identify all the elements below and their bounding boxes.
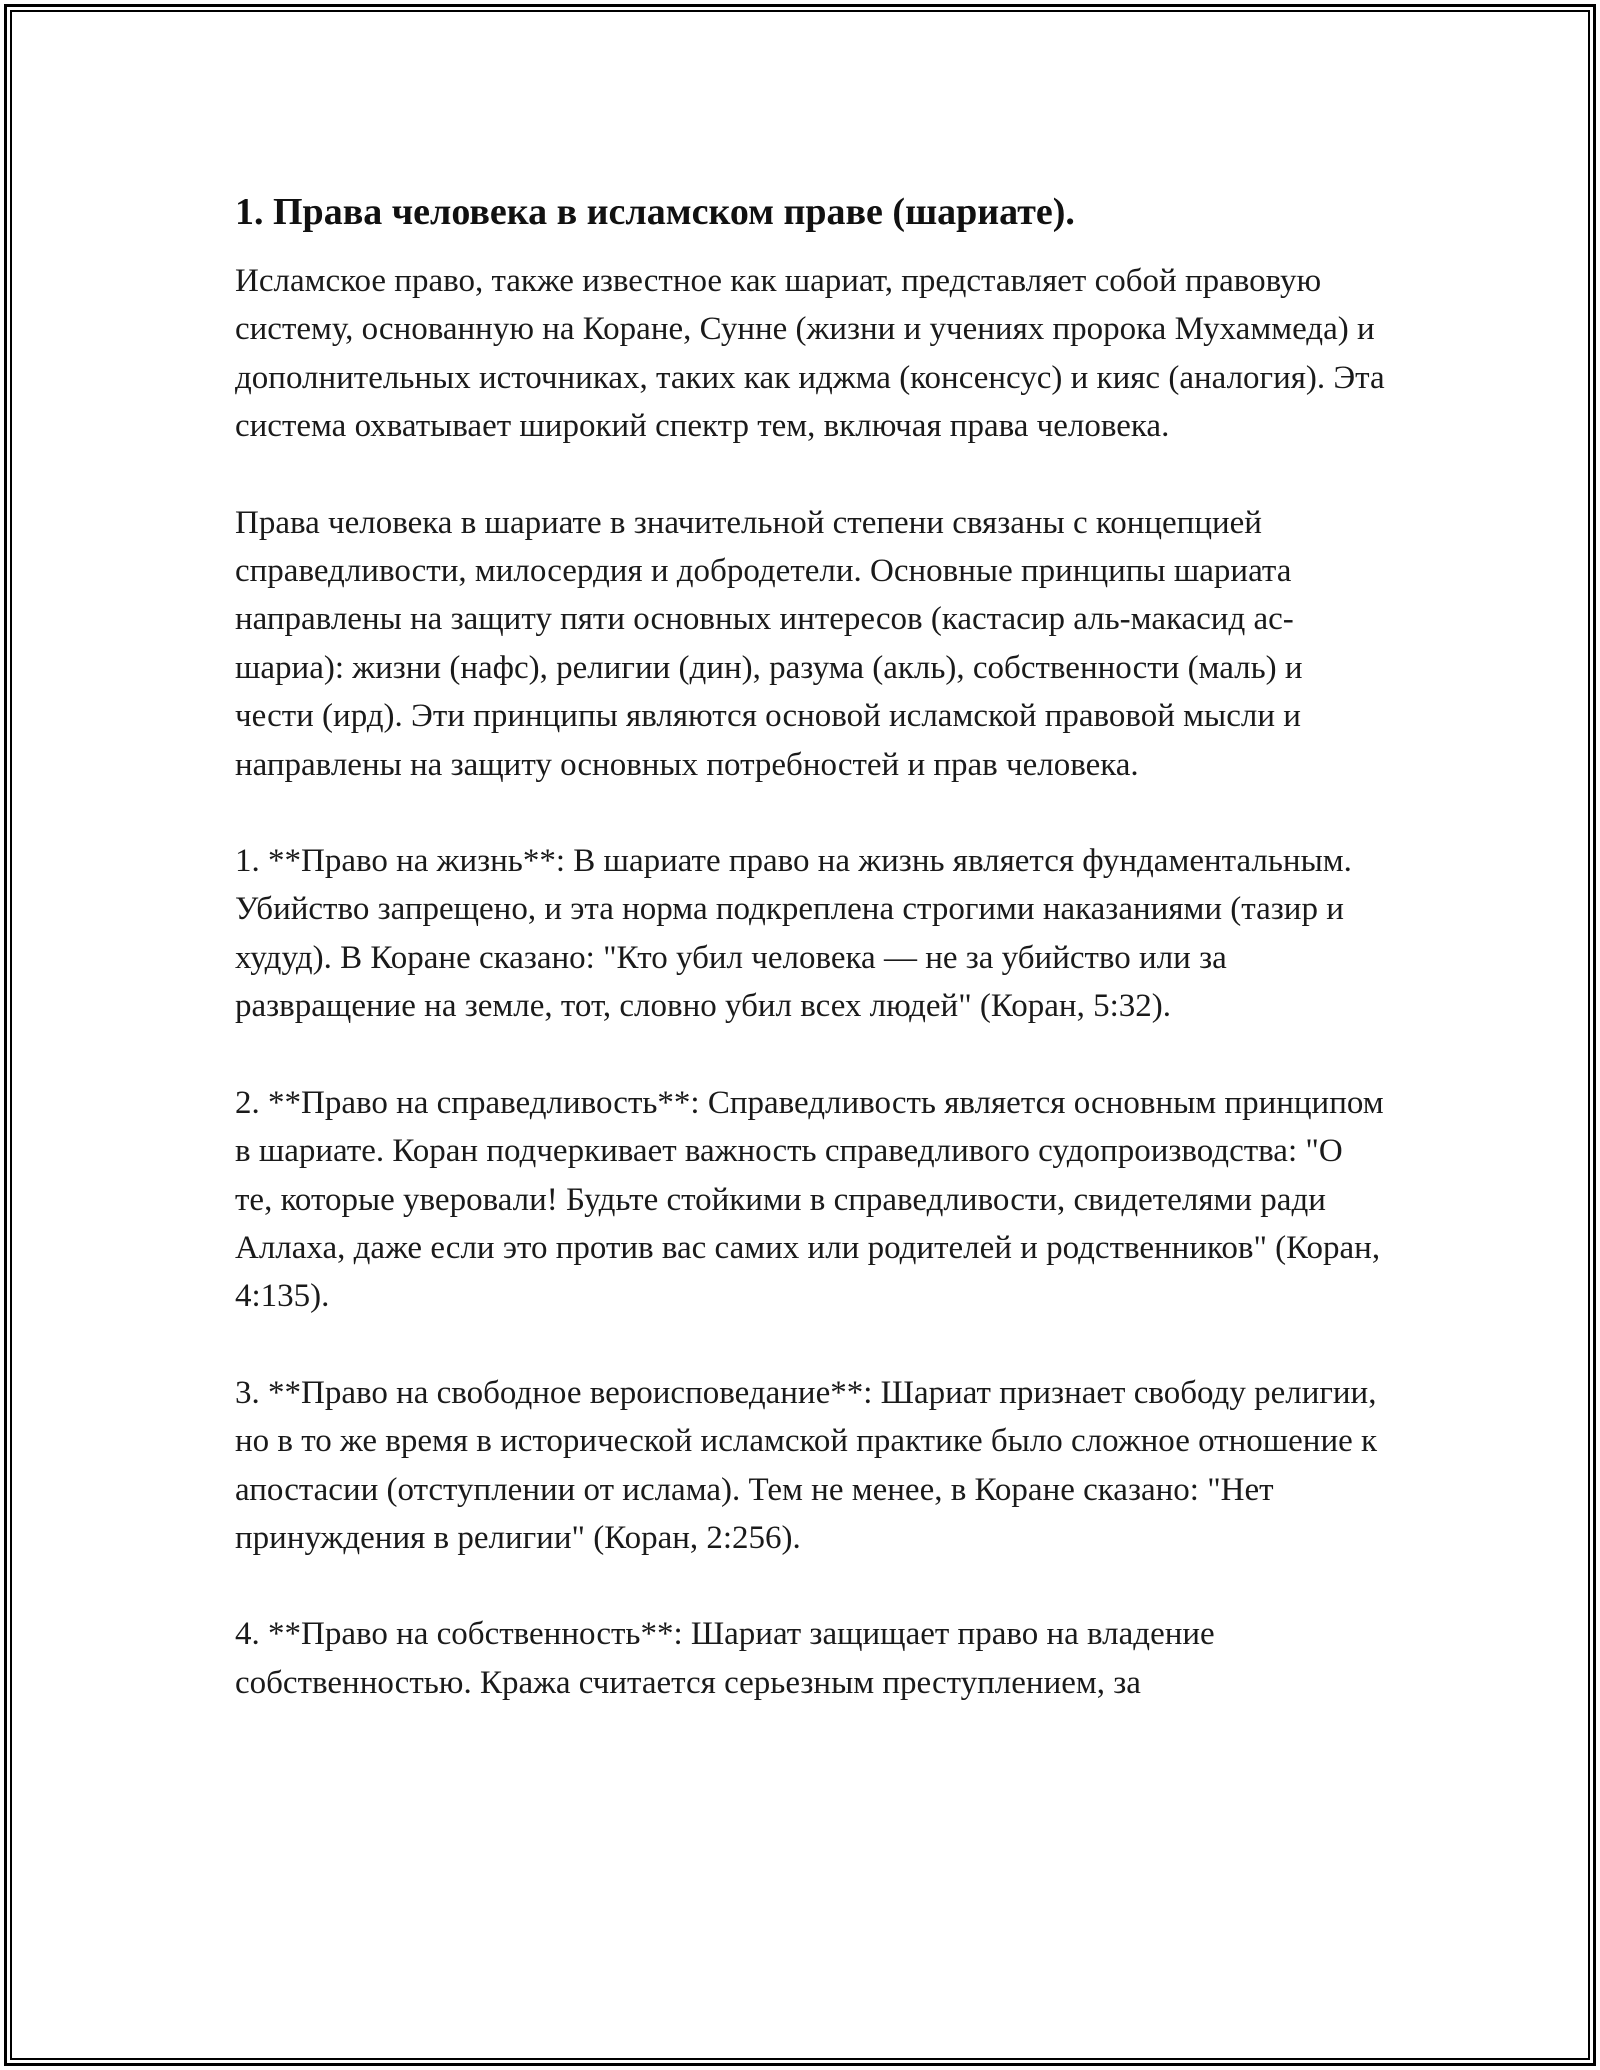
- document-title: 1. Права человека в исламском праве (шариате).: [235, 191, 1075, 233]
- paragraph-right-to-property: 4. **Право на собственность**: Шариат защищает право на владение собственностью. Кража считается серьезным преступлением, за: [235, 1616, 1215, 1701]
- paragraph-right-to-justice: 2. **Право на справедливость**: Справедливость является основным принципом в шариате. Коран подчеркивает важность справедливого судопроизводства: "О те, которые уверовали! Будьте стойкими в справедливости, свидетелями ради Аллаха, даже если это против вас самих или родителей и родственников" (Коран, 4:135).: [235, 1084, 1384, 1315]
- paragraph-principles: Права человека в шариате в значительной степени связаны с концепцией справедливости, милосердия и добродетели. Основные принципы шариата направлены на защиту пяти основных интересов (кастасир аль-макасид ас-шариа): жизни (нафс), религии (дин), разума (акль), собственности (маль) и чести (ирд). Эти принципы являются основой исламской правовой мысли и направлены на защиту основных потребностей и прав человека.: [235, 504, 1303, 783]
- paragraph-right-to-life: 1. **Право на жизнь**: В шариате право на жизнь является фундаментальным. Убийство запрещено, и эта норма подкреплена строгими наказаниями (тазир и худуд). В Коране сказано: "Кто убил человека — не за убийство или за развращение на земле, тот, словно убил всех людей" (Коран, 5:32).: [235, 843, 1352, 1025]
- paragraph-right-to-religion: 3. **Право на свободное вероисповедание**: Шариат признает свободу религии, но в то же время в исторической исламской практике было сложное отношение к апостасии (отступлении от ислама). Тем не менее, в Коране сказано: "Нет принуждения в религии" (Коран, 2:256).: [235, 1374, 1378, 1556]
- paragraph-intro: Исламское право, также известное как шариат, представляет собой правовую систему, основанную на Коране, Сунне (жизни и учениях пророка Мухаммеда) и дополнительных источниках, таких как иджма (консенсус) и кияс (аналогия). Эта система охватывает широкий спектр тем, включая права человека.: [235, 263, 1385, 445]
- document-page: [235, 188, 1385, 1755]
